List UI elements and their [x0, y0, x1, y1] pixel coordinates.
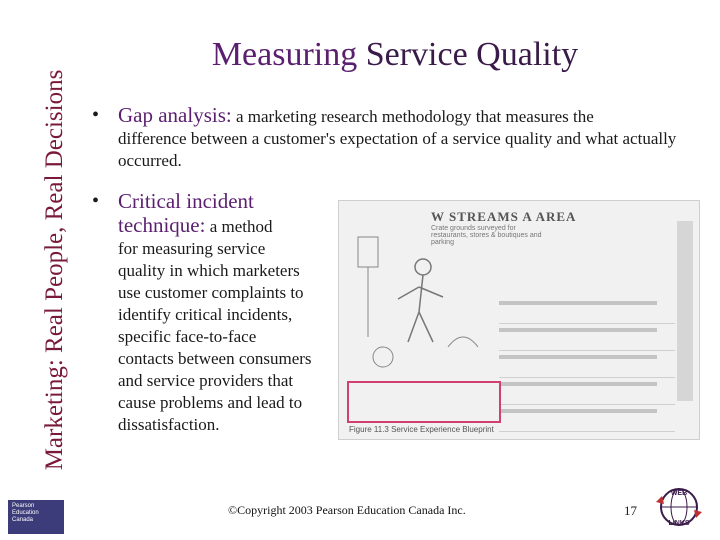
- bullet-critical-incident: [92, 190, 312, 436]
- bullet-body: [118, 104, 692, 172]
- figure-title: W STREAMS A AREA: [431, 209, 577, 224]
- sidebar: [0, 0, 72, 540]
- bullet-text-inline: a method: [205, 217, 273, 236]
- bullet-icon: •: [92, 104, 100, 126]
- badge-bottom-text: LINKS: [668, 520, 690, 527]
- blueprint-steps: [499, 297, 675, 432]
- highlighted-step: [347, 381, 501, 423]
- bullet-icon: •: [92, 190, 100, 212]
- web-links-icon[interactable]: [652, 482, 706, 532]
- sidebar-title: Marketing: Real People, Real Decisions: [41, 69, 68, 471]
- blueprint-illustration: [353, 227, 483, 377]
- bullet-text-rest: difference between a customer's expectation of a service quality and what actually occurred.: [118, 129, 677, 170]
- logo-line: Education: [12, 510, 39, 516]
- copyright: ©Copyright 2003 Pearson Education Canada Inc.: [228, 503, 466, 517]
- bullet-text-rest: for measuring service quality in which marketers use customer complaints to identify critical incidents, specific face-to-face contacts between consumers and service providers that cause problems and lead to dissatisfaction.: [118, 239, 312, 434]
- publisher-logo: [8, 500, 64, 534]
- badge-top-text: WEB: [670, 490, 688, 497]
- bullet-text-inline: a marketing research methodology that measures the: [231, 107, 594, 126]
- blueprint-step: [499, 409, 675, 432]
- service-blueprint-figure: [338, 200, 700, 440]
- blueprint-step: [499, 355, 675, 378]
- figure-side-strip: [677, 221, 693, 401]
- bullet-term: Critical incident technique:: [118, 189, 254, 237]
- logo-line: Pearson: [12, 503, 35, 509]
- blueprint-step: [499, 328, 675, 351]
- bullet-term: Gap analysis:: [118, 103, 232, 127]
- figure-caption: Figure 11.3 Service Experience Blueprint: [349, 425, 494, 434]
- title-accent: Measuring: [211, 36, 358, 73]
- slide-title: [110, 36, 680, 74]
- blueprint-step: [499, 382, 675, 405]
- title-rest: Service Quality: [357, 36, 579, 73]
- figure-subtitle: Crate grounds surveyed for restaurants, stores & boutiques and parking: [431, 225, 542, 246]
- bullet-gap-analysis: [92, 104, 692, 172]
- logo-line: Canada: [12, 517, 34, 523]
- bullet-body: [118, 190, 312, 436]
- blueprint-step: [499, 301, 675, 324]
- page-number: 17: [624, 503, 637, 518]
